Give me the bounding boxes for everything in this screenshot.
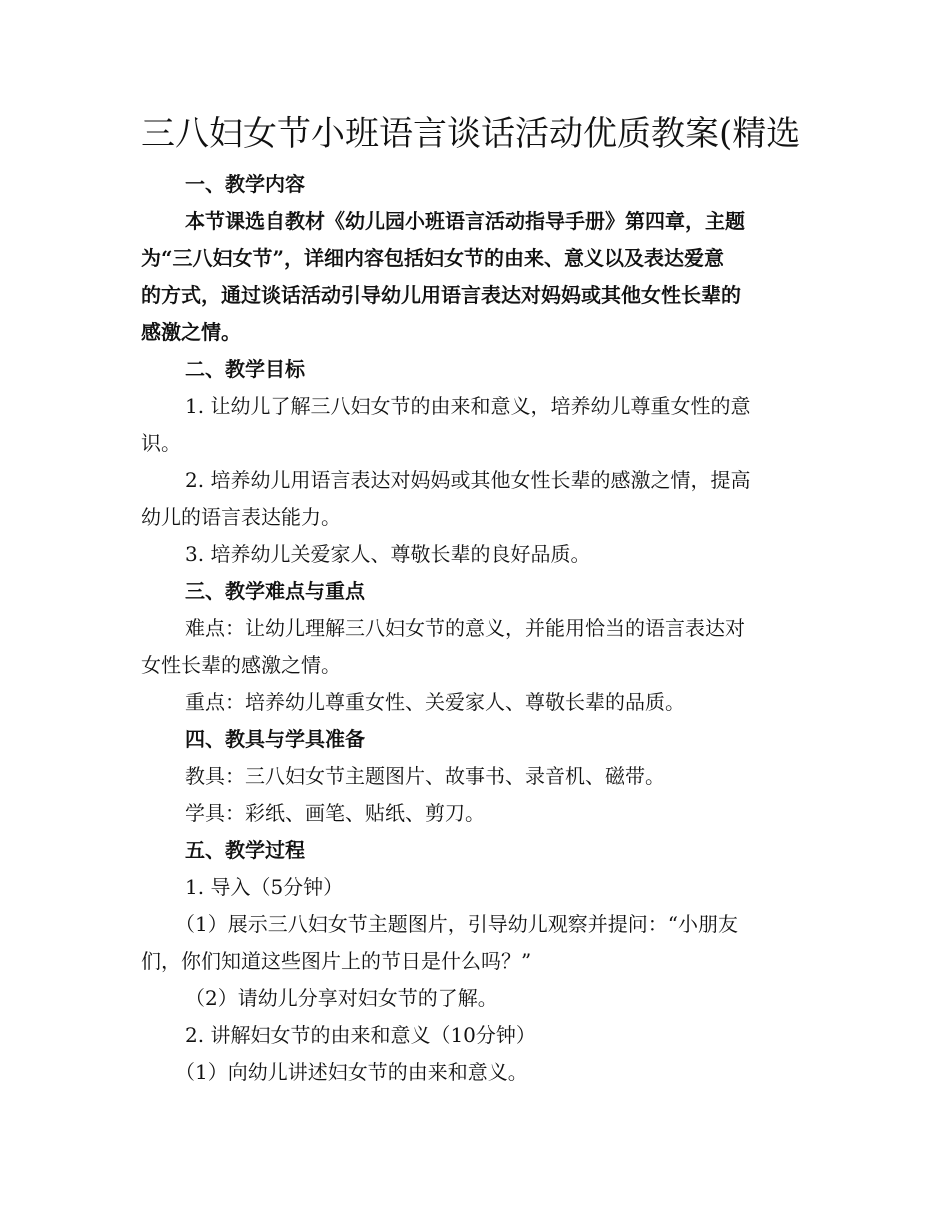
paragraph-line: 难点：让幼儿理解三八妇女节的意义，并能用恰当的语言表达对	[185, 616, 745, 640]
list-item-line: （1）向幼儿讲述妇女节的由来和意义。	[175, 1060, 528, 1084]
list-item-line: 3. 培养幼儿关爱家人、尊敬长辈的良好品质。	[185, 542, 591, 566]
list-item-line: 识。	[141, 431, 181, 455]
list-item-line: 2. 培养幼儿用语言表达对妈妈或其他女性长辈的感激之情，提高	[185, 468, 751, 492]
section-heading-process: 五、教学过程	[185, 838, 305, 862]
paragraph-line: 教具：三八妇女节主题图片、故事书、录音机、磁带。	[185, 764, 665, 788]
paragraph-line: 感激之情。	[141, 320, 241, 344]
document-body	[141, 166, 807, 1091]
list-item-line: 1. 导入（5分钟）	[185, 875, 344, 899]
paragraph-line: 为“三八妇女节”，详细内容包括妇女节的由来、意义以及表达爱意	[141, 246, 725, 270]
paragraph-line: 重点：培养幼儿尊重女性、关爱家人、尊敬长辈的品质。	[185, 690, 685, 714]
list-item-line: 们，你们知道这些图片上的节日是什么吗？”	[141, 949, 532, 973]
page-title: 三八妇女节小班语言谈话活动优质教案(精选	[141, 114, 801, 154]
paragraph-line: 的方式，通过谈话活动引导幼儿用语言表达对妈妈或其他女性长辈的	[141, 283, 741, 307]
list-item-line: （1）展示三八妇女节主题图片，引导幼儿观察并提问：“小朋友	[175, 912, 738, 936]
section-heading-materials: 四、教具与学具准备	[185, 727, 365, 751]
paragraph-line: 本节课选自教材《幼儿园小班语言活动指导手册》第四章，主题	[185, 209, 745, 233]
section-heading-difficulty: 三、教学难点与重点	[185, 579, 365, 603]
paragraph-line: 女性长辈的感激之情。	[141, 653, 341, 677]
paragraph-line: 学具：彩纸、画笔、贴纸、剪刀。	[185, 801, 485, 825]
list-item-line: 1. 让幼儿了解三八妇女节的由来和意义，培养幼儿尊重女性的意	[185, 394, 751, 418]
section-heading-goals: 二、教学目标	[185, 357, 305, 381]
list-item-line: 幼儿的语言表达能力。	[141, 505, 341, 529]
list-item-line: 2. 讲解妇女节的由来和意义（10分钟）	[185, 1023, 536, 1047]
list-item-line: （2）请幼儿分享对妇女节的了解。	[185, 986, 498, 1010]
section-heading-content: 一、教学内容	[185, 172, 305, 196]
